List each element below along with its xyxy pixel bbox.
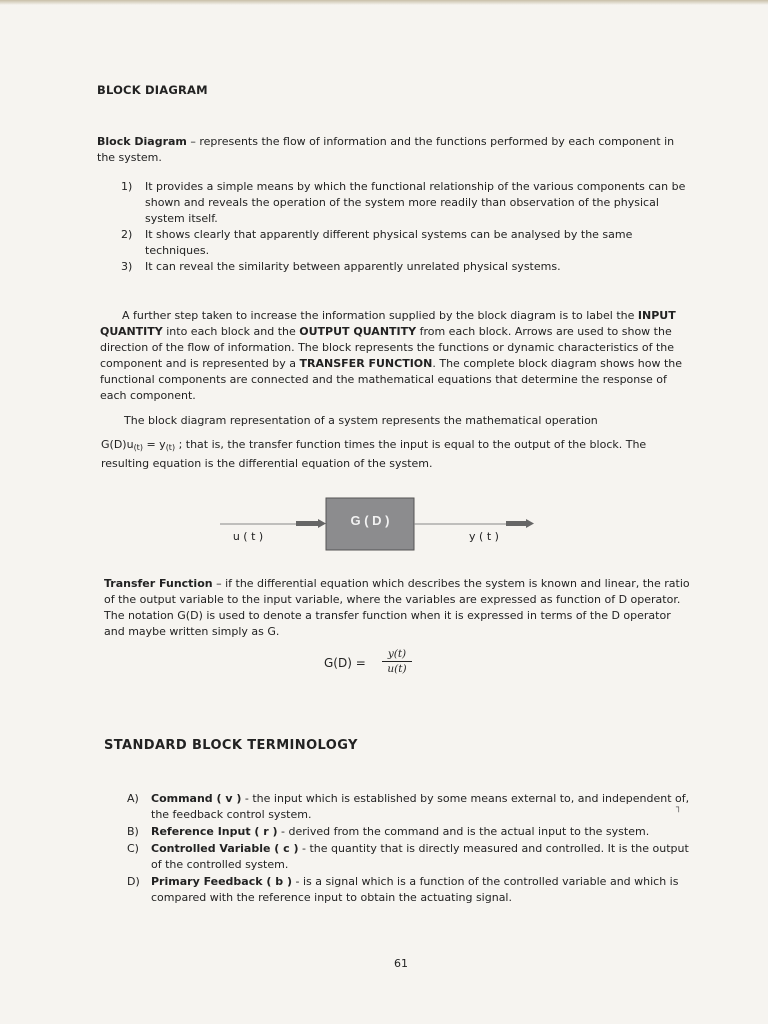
equation-paragraph: [101, 437, 691, 472]
output-label: y ( t ): [469, 530, 499, 543]
terminology-item: [127, 841, 699, 873]
term-name: Controlled Variable ( c ): [151, 842, 299, 855]
intro-paragraph: [97, 134, 687, 166]
input-label: u ( t ): [232, 530, 264, 543]
section-heading: BLOCK DIAGRAM: [97, 83, 208, 97]
term-name: Reference Input ( r ): [151, 825, 278, 838]
transfer-function-paragraph: [104, 576, 694, 640]
operation-paragraph: The block diagram representation of a system represents the mathematical operation: [124, 414, 598, 427]
term-definition: - is a signal which is a function of the controlled variable and which is compared with the reference input to obtain the actuating signal.: [151, 875, 679, 904]
input-arrowhead: [318, 519, 326, 528]
formula-denominator: u(t): [387, 663, 407, 675]
input-arrow-shaft: [296, 521, 318, 526]
equation-gd: G(D)u: [101, 438, 134, 451]
paragraph-text: A further step taken to increase the information supplied by the block diagram is to label the: [122, 309, 638, 322]
terminology-item: [127, 874, 699, 906]
list-item: [121, 259, 687, 275]
list-letter: B): [127, 825, 139, 838]
margin-mark: ┐: [676, 803, 682, 813]
terminology-list: [127, 791, 699, 907]
list-item: [121, 179, 687, 227]
subscript-t: (t): [165, 443, 176, 452]
paragraph-text: – if the differential equation which describes the system is known and linear, the ratio of the output variable to the input variable, where the variables are expressed as function of D operator. The notation G(D) is used to denote a transfer function when it is expressed in terms of the D operator and maybe written simply as G.: [104, 577, 690, 638]
paragraph-text: from each block. Arrows are used to show the direction of the flow of information. The block represents the functions or dynamic characteristics of the component and is represented by a: [100, 325, 675, 370]
paragraph-text: into each block and the: [162, 325, 300, 338]
list-text: It shows clearly that apparently different physical systems can be analysed by the same techniques.: [145, 228, 633, 257]
list-item: [121, 227, 687, 259]
term-definition: - the quantity that is directly measured and controlled. It is the output of the controlled system.: [151, 842, 689, 871]
intro-term: Block Diagram: [97, 135, 187, 148]
output-arrow-shaft: [506, 521, 526, 526]
list-number: 2): [121, 228, 133, 241]
terminology-heading: STANDARD BLOCK TERMINOLOGY: [104, 738, 358, 753]
list-text: It provides a simple means by which the functional relationship of the various components can be shown and reveals the operation of the system more readily than observation of the physical system itself.: [145, 180, 686, 225]
numbered-list: [121, 179, 687, 275]
block-diagram: [220, 494, 540, 556]
transfer-function-term: TRANSFER FUNCTION: [299, 357, 433, 370]
terminology-item: [127, 824, 699, 840]
list-number: 3): [121, 260, 133, 273]
paragraph-text: . The complete block diagram shows how the functional components are connected and the mathematical equations that determine the response of each component.: [100, 357, 683, 402]
paragraph-text: ; that is, the transfer function times the input is equal to the output of the block. The resulting equation is the differential equation of the system.: [101, 438, 647, 470]
list-text: It can reveal the similarity between apparently unrelated physical systems.: [145, 260, 561, 273]
term-name: Primary Feedback ( b ): [151, 875, 292, 888]
term-definition: - the input which is established by some means external to, and independent of, the feedback control system.: [151, 792, 690, 821]
formula-lhs: G(D) =: [324, 656, 366, 670]
term-name: Command ( v ): [151, 792, 242, 805]
formula-fraction: [382, 648, 412, 675]
term-definition: - derived from the command and is the actual input to the system.: [277, 825, 650, 838]
input-quantity-term: INPUT QUANTITY: [100, 309, 676, 338]
page-edge-shadow: [0, 0, 768, 5]
output-arrowhead: [526, 519, 534, 528]
transfer-function-heading: Transfer Function: [104, 577, 213, 590]
page-number: 61: [394, 957, 408, 970]
list-letter: A): [127, 792, 139, 805]
input-output-paragraph: [100, 308, 690, 404]
block-label: G ( D ): [350, 513, 390, 528]
list-letter: C): [127, 842, 139, 855]
list-letter: D): [127, 875, 140, 888]
terminology-item: [127, 791, 699, 823]
intro-text: – represents the flow of information and the functions performed by each component in the system.: [97, 135, 675, 164]
list-number: 1): [121, 180, 133, 193]
subscript-t: (t): [133, 443, 143, 452]
output-quantity-term: OUTPUT QUANTITY: [299, 325, 417, 338]
equation-y: = y: [142, 438, 166, 451]
formula-numerator: y(t): [382, 648, 412, 662]
